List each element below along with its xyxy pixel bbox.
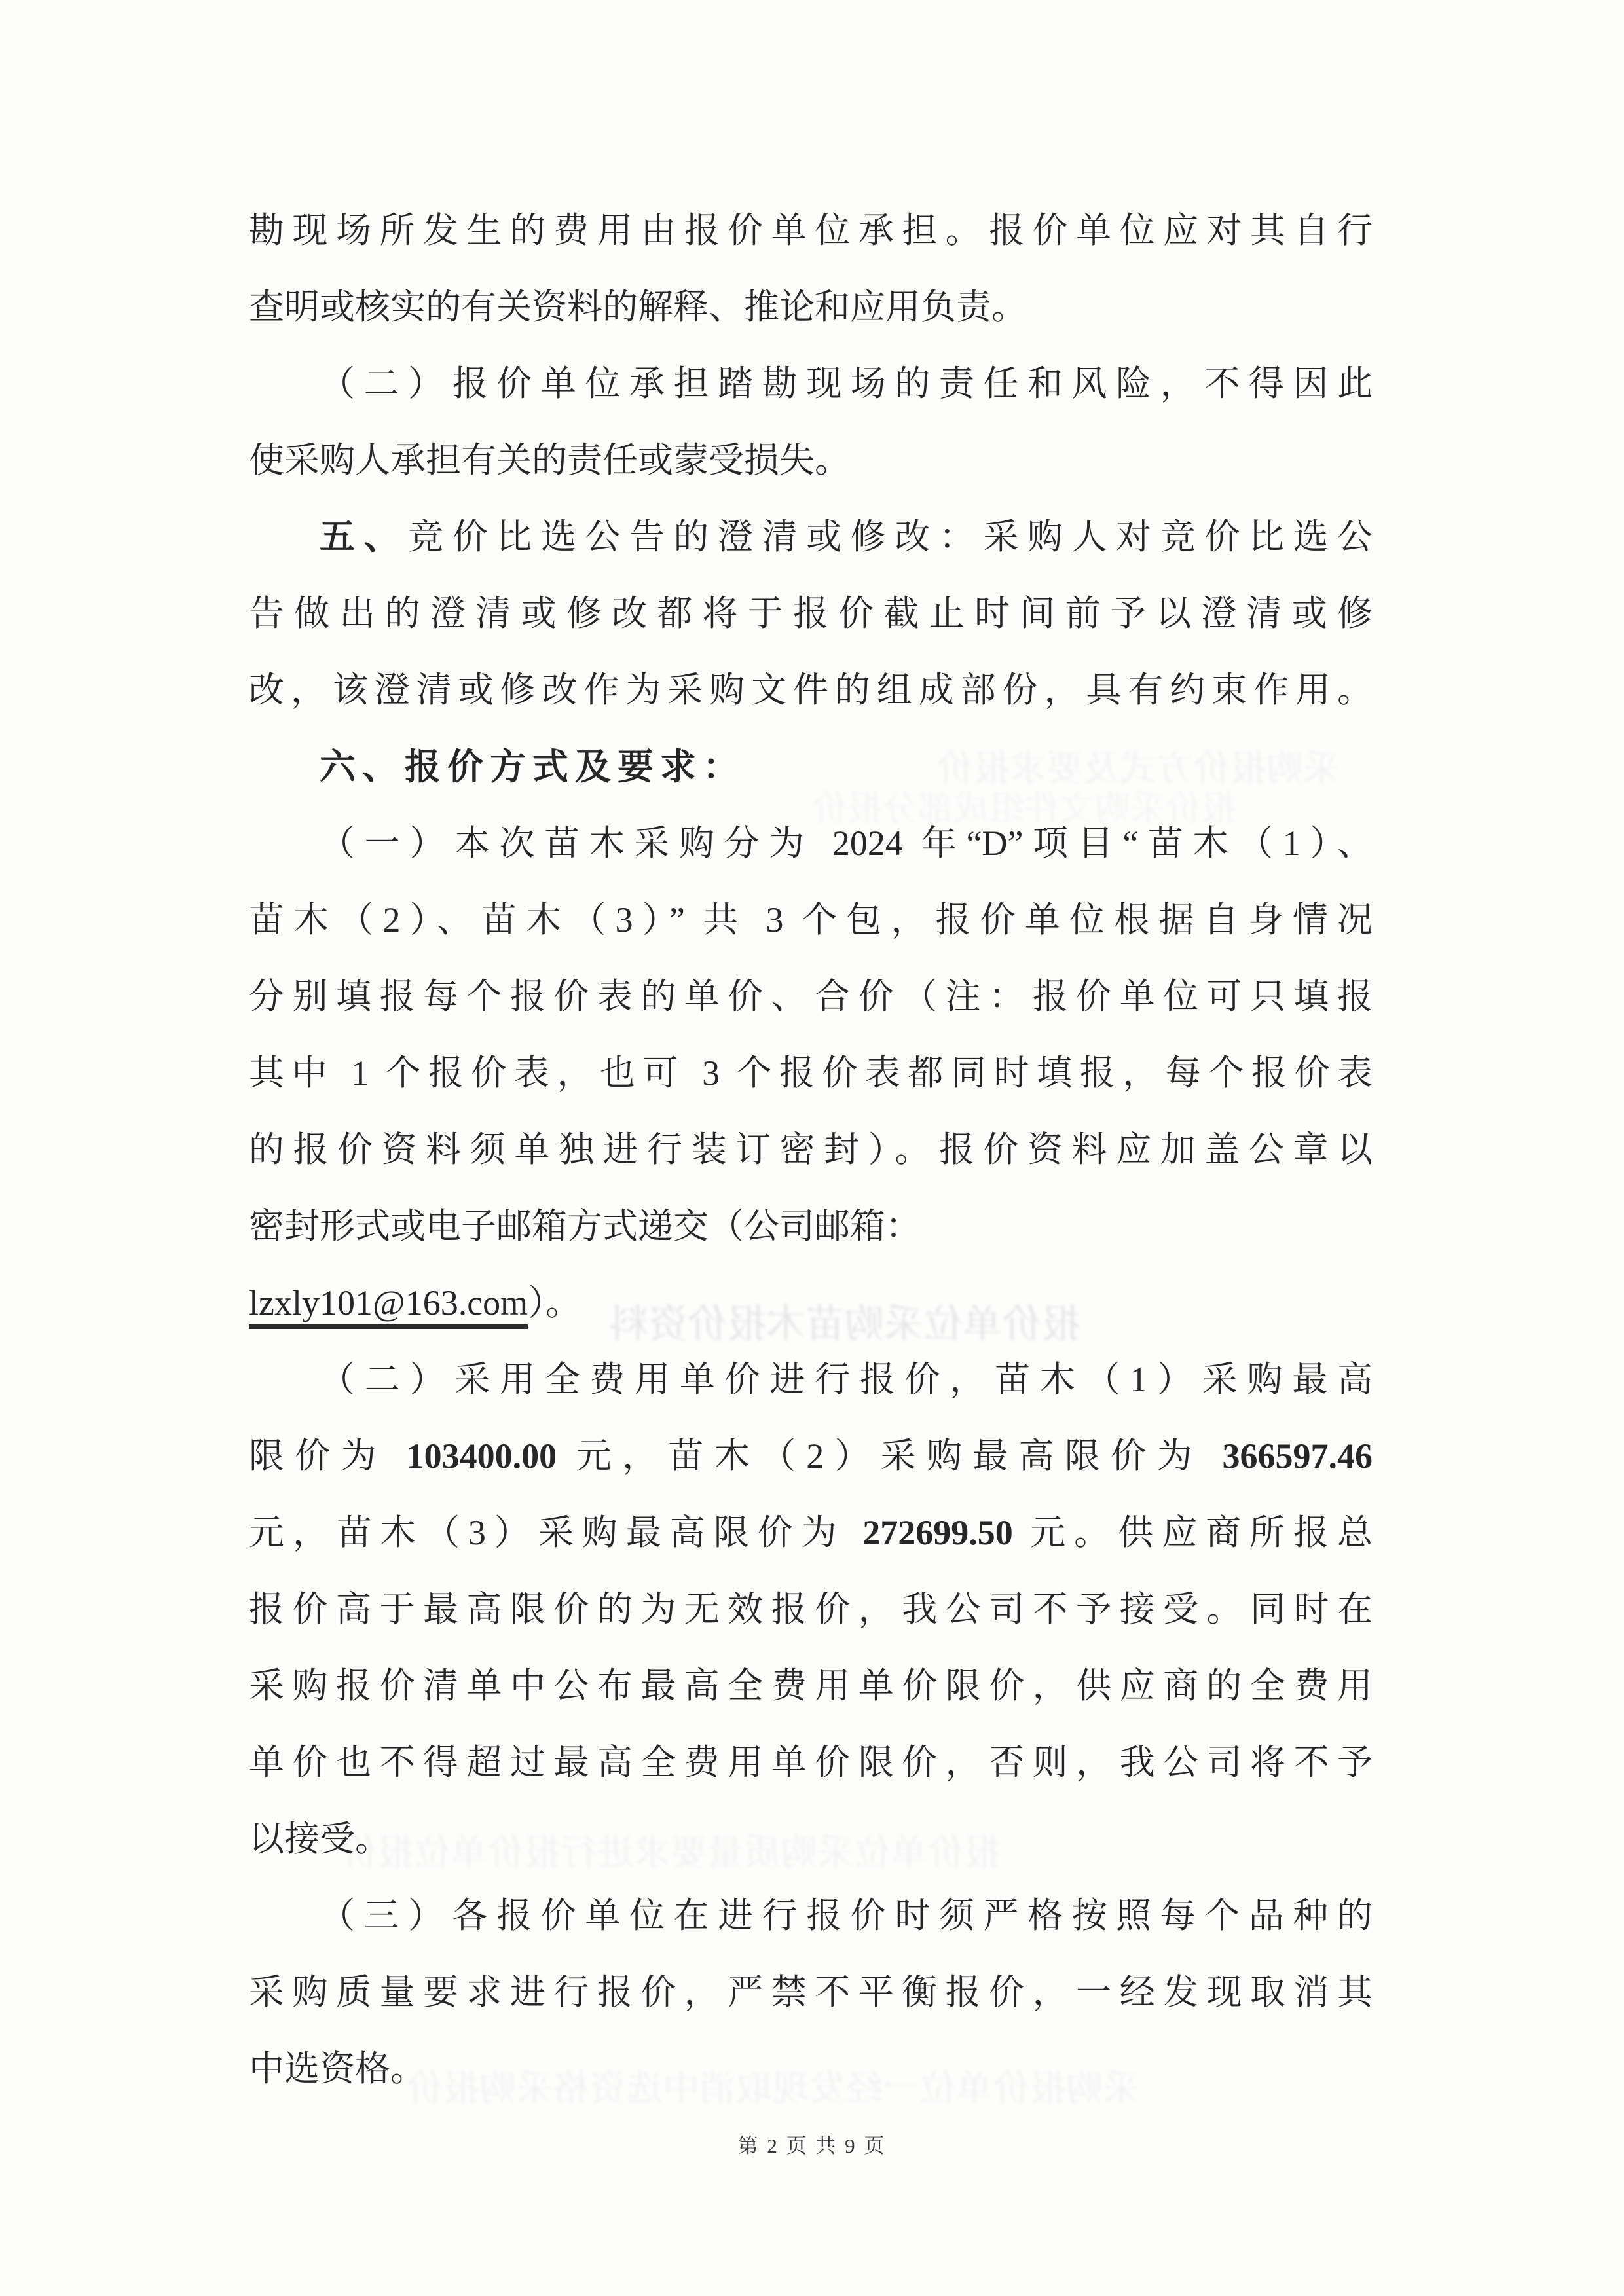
- document-text-block: [249, 192, 1373, 2107]
- text-segment: 告做出的澄清或修改都将于报价截止时间前予以澄清或修: [249, 594, 1373, 633]
- text-line: [249, 346, 1373, 422]
- text-line: [249, 1878, 1373, 1954]
- text-segment: 竞价比选公告的澄清或修改：采购人对竞价比选公: [408, 517, 1373, 556]
- text-segment: 使采购人承担有关的责任或蒙受损失。: [249, 441, 850, 480]
- text-segment: 元，苗木（2）采购最高限价为: [557, 1436, 1223, 1476]
- text-segment: 限价为: [249, 1436, 407, 1476]
- text-segment: 分别填报每个报价表的单价、合价（注：报价单位可只填报: [249, 977, 1373, 1016]
- text-line: [249, 1571, 1373, 1648]
- text-line: [249, 1265, 1373, 1341]
- text-segment: （二）报价单位承担踏勘现场的责任和风险，不得因此: [320, 364, 1373, 403]
- text-line: [249, 1188, 1373, 1265]
- bleed-through-artifact: 采购报价方式及要求报价: [936, 749, 1340, 790]
- text-line: [249, 2031, 1373, 2107]
- text-segment: 元，苗木（3）采购最高限价为: [249, 1513, 863, 1552]
- text-line: [249, 192, 1373, 269]
- text-line: [249, 499, 1373, 575]
- page-number-text: 第 2 页 共 9 页: [737, 2134, 887, 2157]
- section-heading-line: [249, 729, 1373, 805]
- text-line: [249, 882, 1373, 958]
- text-line: [249, 1648, 1373, 1724]
- text-segment: 103400.00: [406, 1436, 557, 1476]
- text-segment: （二）采用全费用单价进行报价，苗木（1）采购最高: [320, 1360, 1373, 1399]
- text-segment: 勘现场所发生的费用由报价单位承担。报价单位应对其自行: [249, 211, 1373, 250]
- text-segment: 272699.50: [862, 1513, 1013, 1552]
- text-line: [249, 958, 1373, 1035]
- text-line: [249, 269, 1373, 346]
- page-footer: [0, 2129, 1624, 2159]
- text-segment: 366597.46: [1222, 1436, 1373, 1476]
- text-line: [249, 1341, 1373, 1418]
- text-segment: 其中 1 个报价表，也可 3 个报价表都同时填报，每个报价表: [249, 1053, 1373, 1093]
- text-segment: 元。供应商所报总: [1012, 1513, 1373, 1552]
- text-segment: （一）本次苗木采购分为 2024 年“D”项目“苗木（1）、: [320, 824, 1373, 863]
- text-segment: 改，该澄清或修改作为采购文件的组成部份，具有约束作用。: [249, 670, 1373, 710]
- text-segment: 采购报价清单中公布最高全费用单价限价，供应商的全费用: [249, 1666, 1373, 1705]
- text-segment: 查明或核实的有关资料的解释、推论和应用负责。: [249, 287, 1027, 327]
- text-segment: 五、: [320, 517, 409, 556]
- text-line: [249, 1112, 1373, 1188]
- bleed-through-artifact: 采购报价单位一经发现取消中选资格采购报价: [406, 2069, 1139, 2109]
- bleed-through-artifact: 报价单位采购质量要求进行报价单位报价: [341, 1833, 1001, 1874]
- text-line: [249, 652, 1373, 729]
- text-segment: 苗木（2）、苗木（3）” 共 3 个包，报价单位根据自身情况: [249, 900, 1373, 939]
- text-line: [249, 1801, 1373, 1878]
- text-segment: 密封形式或电子邮箱方式递交（公司邮箱：: [249, 1207, 921, 1246]
- text-segment: ）。: [528, 1283, 581, 1322]
- text-segment: 报价高于最高限价的为无效报价，我公司不予接受。同时在: [249, 1590, 1373, 1629]
- text-line: [249, 805, 1373, 882]
- text-line: [249, 575, 1373, 652]
- text-segment: （三）各报价单位在进行报价时须严格按照每个品种的: [320, 1896, 1373, 1935]
- text-line: [249, 1724, 1373, 1801]
- text-line: [249, 1418, 1373, 1495]
- text-segment: 的报价资料须单独进行装订密封）。报价资料应加盖公章以: [249, 1130, 1373, 1169]
- text-segment: 六、报价方式及要求：: [320, 746, 746, 787]
- text-segment: 单价也不得超过最高全费用单价限价，否则，我公司将不予: [249, 1743, 1373, 1782]
- email-text: lzxly101@163.com: [249, 1283, 528, 1329]
- text-line: [249, 1954, 1373, 2031]
- bleed-through-artifact: 报价单位采购苗木报价资料: [609, 1303, 1080, 1346]
- bleed-through-artifact: 报价采购文件组成部分报价: [812, 789, 1236, 828]
- text-segment: 中选资格。: [249, 2049, 426, 2088]
- text-line: [249, 1035, 1373, 1112]
- text-segment: 采购质量要求进行报价，严禁不平衡报价，一经发现取消其: [249, 1973, 1373, 2012]
- text-segment: 以接受。: [249, 1819, 390, 1859]
- text-line: [249, 1495, 1373, 1571]
- text-line: [249, 422, 1373, 499]
